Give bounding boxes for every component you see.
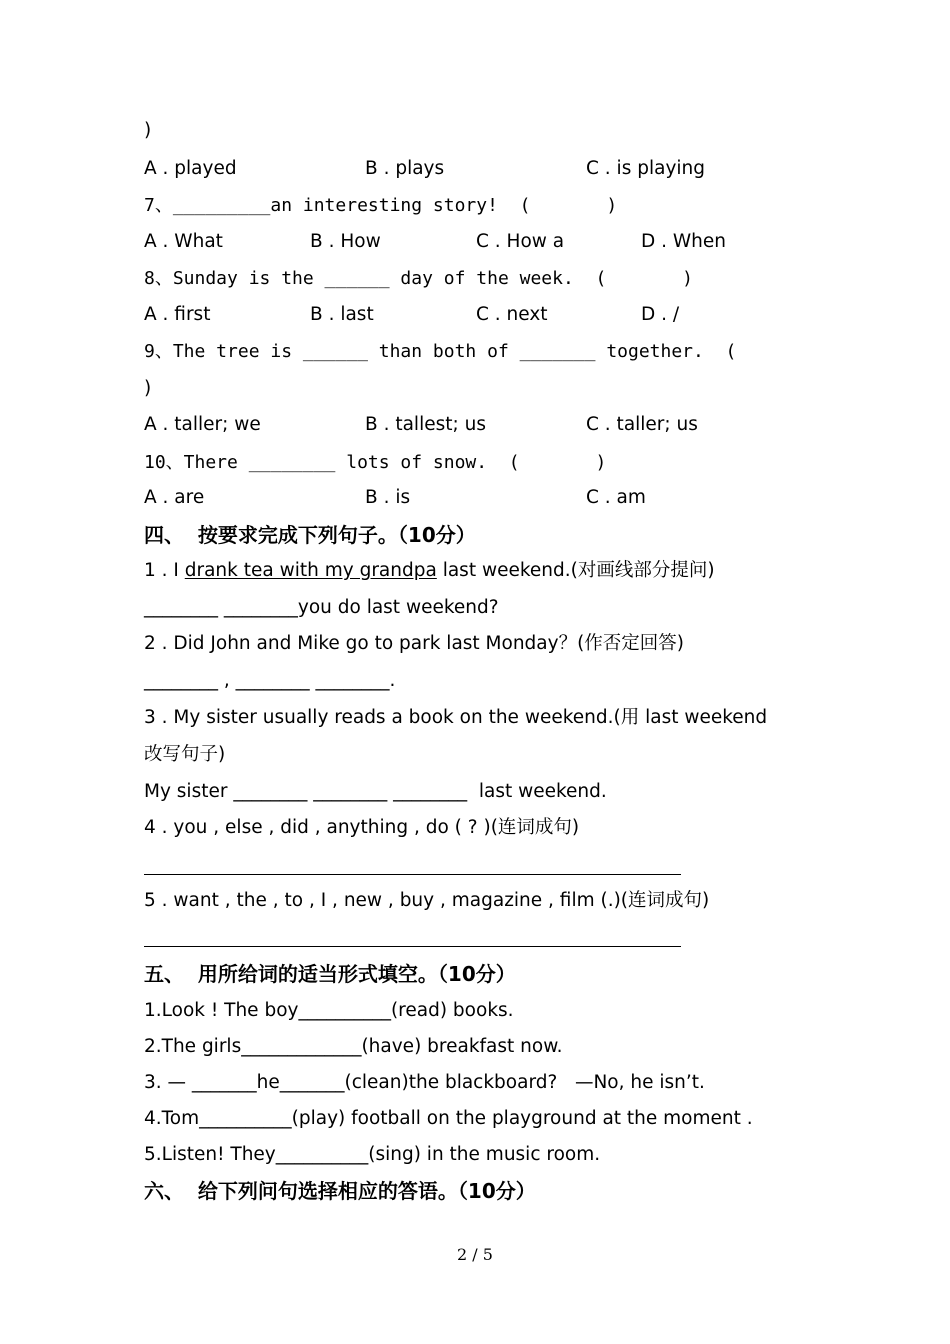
q8-option-c: C . next xyxy=(476,304,548,325)
q8-stem: 8、Sunday is the ______ day of the week. ( ) xyxy=(144,268,694,289)
section4-item5: 5 . want , the , to , I , new , buy , magazine , film (.)(连词成句) xyxy=(144,890,710,911)
q7-option-b: B . How xyxy=(310,231,381,252)
q7-option-a: A . What xyxy=(144,231,223,252)
q7-option-d: D . When xyxy=(641,231,727,252)
section4-item1-suffix: last weekend.(对画线部分提问) xyxy=(436,560,715,581)
section4-item4: 4 . you , else , did , anything , do ( ? )(连词成句) xyxy=(144,817,580,838)
section4-item3-cont: 改写句子) xyxy=(144,744,226,765)
q6-option-b: B . plays xyxy=(365,158,445,179)
q9-option-a: A . taller; we xyxy=(144,414,261,435)
q10-option-a: A . are xyxy=(144,487,205,508)
q6-paren-close: ) xyxy=(144,120,152,141)
q7-option-c: C . How a xyxy=(476,231,565,252)
section5-item: 4.Tom__________(play) football on the playground at the moment . xyxy=(144,1108,753,1129)
q6-option-c: C . is playing xyxy=(586,158,705,179)
section5-item: 3. — _______he_______(clean)the blackboard? —No, he isn’t. xyxy=(144,1072,705,1093)
q8-option-b: B . last xyxy=(310,304,374,325)
section5-heading: 五、 用所给词的适当形式填空。（10分） xyxy=(144,962,516,986)
section5-item: 5.Listen! They__________(sing) in the music room. xyxy=(144,1144,601,1165)
section4-item1-prefix: 1 . I xyxy=(144,560,185,581)
section4-item2-answer: ________ , ________ ________. xyxy=(144,670,396,691)
q6-option-a: A . played xyxy=(144,158,237,179)
section4-item3-answer: My sister ________ ________ ________ last weekend. xyxy=(144,781,607,802)
section4-item1 xyxy=(144,562,715,581)
q9-option-b: B . tallest; us xyxy=(365,414,486,435)
q8-option-d: D . / xyxy=(641,304,680,325)
section4-item4-answer-line xyxy=(144,874,681,875)
q7-stem: 7、_________an interesting story! ( ) xyxy=(144,195,618,216)
section6-heading: 六、 给下列问句选择相应的答语。（10分） xyxy=(144,1179,536,1203)
page-number: 2 / 5 xyxy=(457,1245,493,1264)
q9-option-c: C . taller; us xyxy=(586,414,698,435)
section4-item2: 2 . Did John and Mike go to park last Monday？(作否定回答) xyxy=(144,633,685,654)
section4-item1-answer: ________ ________you do last weekend? xyxy=(144,597,499,618)
section5-item: 2.The girls_____________(have) breakfast now. xyxy=(144,1036,563,1057)
q9-stem: 9、The tree is ______ than both of _______ together. ( xyxy=(144,341,737,362)
q10-stem: 10、There ________ lots of snow. ( ) xyxy=(144,452,607,473)
q8-option-a: A . first xyxy=(144,304,211,325)
q10-option-c: C . am xyxy=(586,487,646,508)
section4-item1-underlined: drank tea with my grandpa xyxy=(184,560,437,581)
section4-item3: 3 . My sister usually reads a book on the weekend.(用 last weekend xyxy=(144,707,768,728)
section5-item: 1.Look ! The boy__________(read) books. xyxy=(144,1000,514,1021)
q10-option-b: B . is xyxy=(365,487,411,508)
q9-paren-close: ) xyxy=(144,378,152,399)
section4-item5-answer-line xyxy=(144,946,681,947)
section4-heading: 四、 按要求完成下列句子。（10分） xyxy=(144,523,476,547)
